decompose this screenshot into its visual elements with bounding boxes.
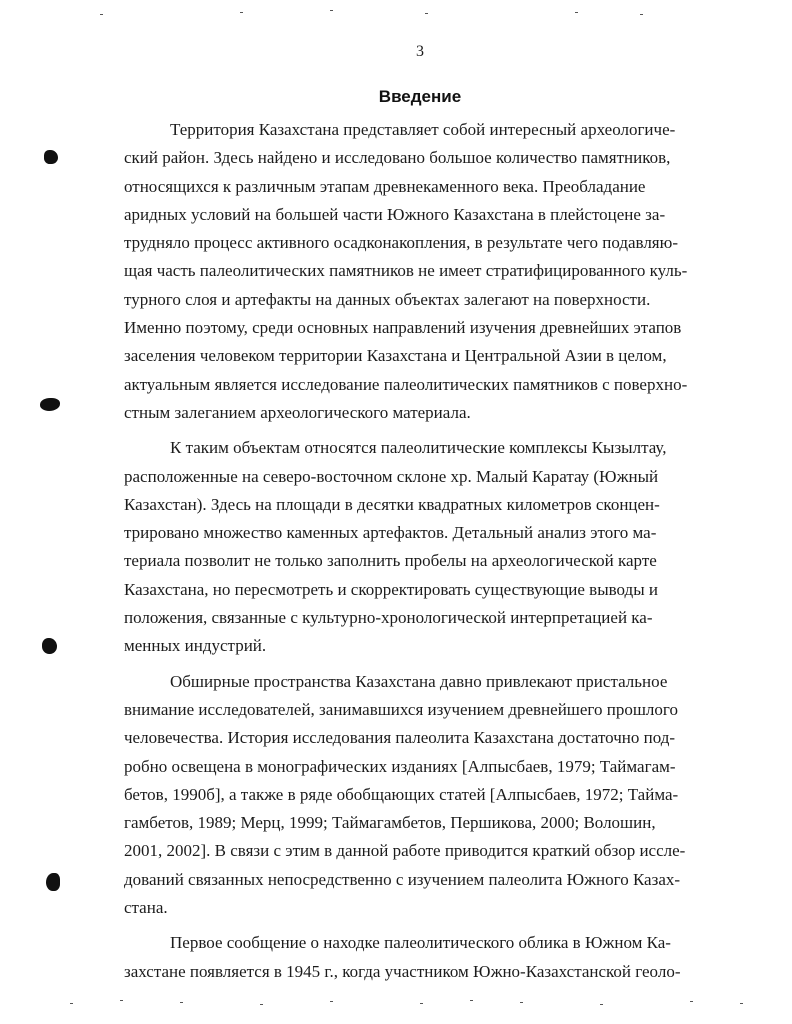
scan-speck <box>690 1001 693 1002</box>
scan-speck <box>70 1003 73 1004</box>
scan-speck <box>425 13 428 14</box>
scan-speck <box>240 12 243 13</box>
scan-hole-mark <box>44 150 58 164</box>
paragraph-4: Первое сообщение о находке палеолитического облика в Южном Ка- захстане появляется в 1945 г., когда участником Южно-Казахстанской геоло- <box>124 933 681 981</box>
scan-speck <box>740 1003 743 1004</box>
scan-speck <box>640 14 643 15</box>
scan-hole-mark <box>42 638 57 654</box>
scan-speck <box>520 1002 523 1003</box>
scan-speck <box>470 1000 473 1001</box>
paragraph-2: К таким объектам относятся палеолитические комплексы Кызылтау, расположенные на северо-восточном склоне хр. Малый Каратау (Южный Казахстан). Здесь на площади в десятки квадратных километров сконцен- трировано множество каменных артефактов. Детальный анализ этого ма- териала позволит не только заполнить пробелы на археологической карте Казахстана, но пересмотреть и скорректировать существующие выводы и положения, связанные с культурно-хронологической интерпретацией ка- менных индустрий. <box>124 438 667 656</box>
scan-hole-mark <box>46 873 60 891</box>
body-text <box>124 116 720 986</box>
scan-speck <box>420 1003 423 1004</box>
scan-speck <box>600 1004 603 1005</box>
paragraph-1: Территория Казахстана представляет собой интересный археологиче- ский район. Здесь найдено и исследовано большое количество памятников, относящихся к различным этапам древнекаменного века. Преобладание аридных условий на большей части Южного Казахстана в плейстоцене за- трудняло процесс активного осадконакопления, в результате чего подавляю- щая часть палеолитических памятников не имеет стратифицированного куль- турного слоя и артефакты на данных объектах залегают на поверхности. Именно поэтому, среди основных направлений изучения древнейших этапов заселения человеком территории Казахстана и Центральной Азии в целом, актуальным является исследование палеолитических памятников с поверхно- стным залеганием археологического материала. <box>124 120 688 422</box>
scan-speck <box>330 10 333 11</box>
scan-speck <box>180 1002 183 1003</box>
scan-speck <box>120 1000 123 1001</box>
scan-speck <box>330 1001 333 1002</box>
scan-speck <box>100 14 103 15</box>
scan-hole-mark <box>40 398 60 411</box>
scan-speck <box>575 12 578 13</box>
page-title: Введение <box>378 87 462 106</box>
scan-speck <box>260 1004 263 1005</box>
page-number: 3 <box>416 43 424 60</box>
paragraph-3: Обширные пространства Казахстана давно привлекают пристальное внимание исследователей, занимавшихся изучением древнейшего прошлого человечества. История исследования палеолита Казахстана достаточно под- робно освещена в монографических изданиях [Алпысбаев, 1979; Таймагам- бетов, 1990б], а также в ряде обобщающих статей [Алпысбаев, 1972; Тайма- гамбетов, 1989; Мерц, 1999; Таймагамбетов, Першикова, 2000; Волошин, 2001, 2002]. В связи с этим в данной работе приводится краткий обзор иссле- дований связанных непосредственно с изучением палеолита Южного Казах- стана. <box>124 671 686 918</box>
